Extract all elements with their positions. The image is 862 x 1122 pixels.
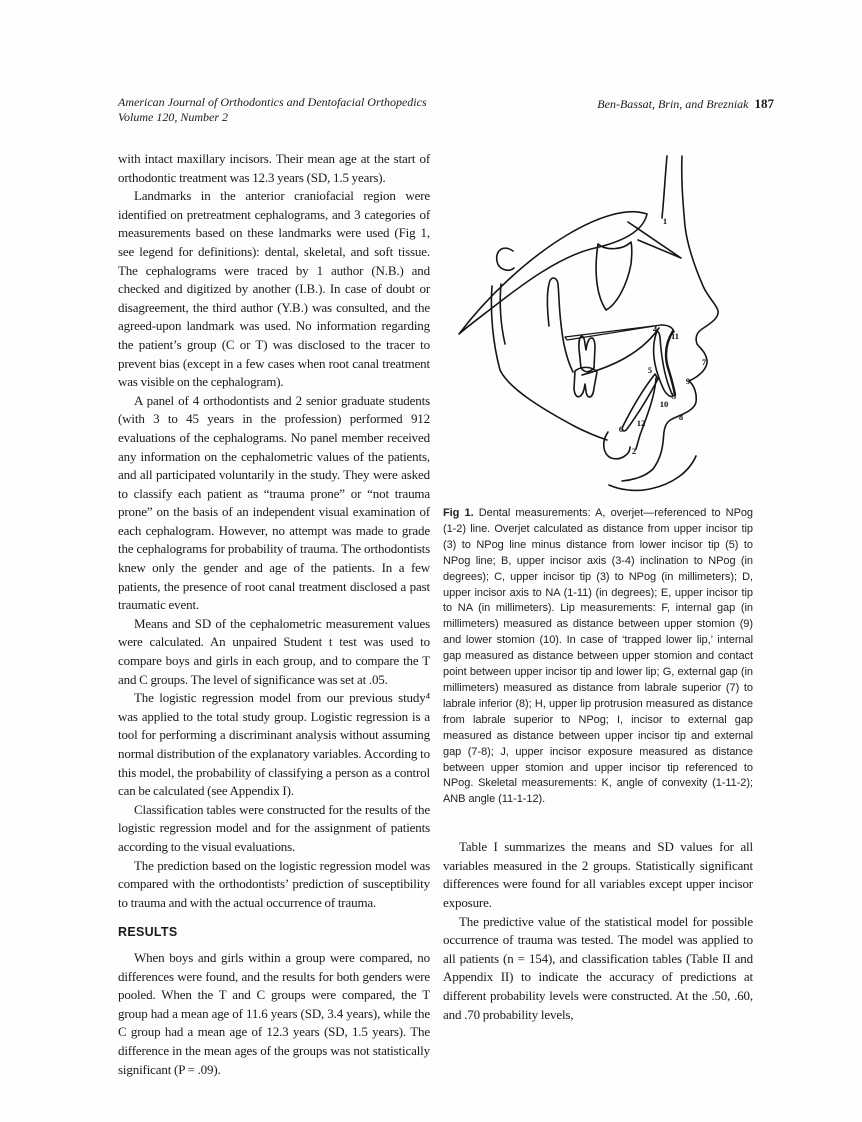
figure-1 xyxy=(443,148,753,500)
landmark-label-10: 10 xyxy=(659,398,669,409)
throat-line-path xyxy=(609,456,696,490)
body-paragraph: When boys and girls within a group were compared, no differences were found, and the results for both genders were pooled. When the T and C groups were compared, the T group had a mean age of 11.6 years (SD, 3.4 years), while the C group had a mean age of 12.3 years (SD, 1.5 years). The difference in the mean ages of the groups was not statistically significant (P = .09). xyxy=(118,949,430,1077)
nasal-bone-path xyxy=(628,222,681,258)
landmark-label-12: 12 xyxy=(636,417,646,428)
cranial-base-path xyxy=(459,212,647,334)
page-number: 187 xyxy=(754,96,774,111)
ramus-inner-line-path xyxy=(500,284,505,344)
left-column xyxy=(118,150,430,1079)
symphysis-path xyxy=(604,432,630,459)
soft-tissue-profile-path xyxy=(622,156,718,481)
landmark-label-8: 8 xyxy=(678,411,684,422)
mandible-border-path xyxy=(491,286,607,440)
body-paragraph: The logistic regression model from our previous study⁴ was applied to the total study group. Logistic regression is a tool for performing a discriminant analysis without assuming normal distribution of the explanatory variables. According to this model, the probability of classifying a person as a control can be calculated (see Appendix I). xyxy=(118,690,430,799)
landmark-label-2: 2 xyxy=(631,445,637,456)
upper-incisor-path xyxy=(654,332,673,397)
pterygoid-fissure-path xyxy=(596,242,632,310)
figure-caption xyxy=(443,506,753,808)
figure-caption-label: Fig 1. xyxy=(443,507,474,519)
cephalometric-tracing xyxy=(445,148,760,500)
body-paragraph: The predictive value of the statistical model for possible occurrence of trauma was tested. The model was applied to all patients (n = 154), and classification tables (Table II and Appendix II) to indicate the accuracy of predictions at different probability levels were constructed. At the .50, .60, and .70 probability levels, xyxy=(443,913,753,1022)
landmark-label-9: 9 xyxy=(685,375,691,386)
landmark-label-3: 3 xyxy=(671,390,677,401)
journal-issue: Volume 120, Number 2 xyxy=(118,109,228,124)
body-paragraph: with intact maxillary incisors. Their mean age at the start of orthodontic treatment was 12.3 years (SD, 1.5 years). xyxy=(118,151,430,185)
body-paragraph: Landmarks in the anterior craniofacial region were identified on pretreatment cephalograms, and 3 categories of measurements based on these landmarks were used (Fig 1, see legend for definitions): dental, skeletal, and soft tissue. The cephalograms were traced by 1 author (N.B.) and checked and digitized by another (I.B.). In case of doubt or disagreement, the third author (Y.B.) was consulted, and the agreed-upon landmark was used. No information regarding the patient’s group (C or T) was disclosed to the tracer to prevent bias (except in a few cases when root canal treatment was visible on the cephalogram). xyxy=(118,188,430,390)
landmark-label-5: 5 xyxy=(647,364,653,375)
body-paragraph: Means and SD of the cephalometric measurement values were calculated. An unpaired Student t test was used to compare boys and girls in each group, and to compare the T and C groups. The level of significance was set at .05. xyxy=(118,615,430,687)
body-paragraph: A panel of 4 orthodontists and 2 senior graduate students (with 3 to 45 years in the profession) performed 912 evaluations of the cephalograms. No panel member received any information on the cephalometric values of the patients, and all participated voluntarily in the study. They were asked to classify each patient as “trauma prone” or “not trauma prone” on the basis of an independent visual examination of each cephalogram. However, no attempt was made to grade the cephalograms for probability of trauma. The orthodontists knew only the gender and age of the patients. In a few patients, the presence of root canal treatment disclosed a past traumatic event. xyxy=(118,392,430,613)
figure-landmarks xyxy=(445,148,760,500)
right-column xyxy=(443,148,753,1024)
running-header-right xyxy=(434,96,774,112)
landmark-label-1: 1 xyxy=(662,215,668,226)
landmark-label-7: 7 xyxy=(701,356,707,367)
running-authors: Ben-Bassat, Brin, and Brezniak xyxy=(597,97,749,111)
right-column-body xyxy=(443,838,753,1024)
body-paragraph: The prediction based on the logistic regression model was compared with the orthodontists’ prediction of susceptibility to trauma and with the actual occurrence of trauma. xyxy=(118,857,430,910)
sella-turcica-path xyxy=(497,248,514,270)
results-heading: RESULTS xyxy=(118,925,178,940)
landmark-label-11: 11 xyxy=(670,330,680,341)
landmark-label-4: 4 xyxy=(652,323,658,334)
condyle-path xyxy=(548,278,562,326)
coronoid-path xyxy=(561,324,573,372)
landmark-label-6: 6 xyxy=(618,423,624,434)
body-paragraph: Table I summarizes the means and SD values for all variables measured in the 2 groups. Statistically significant differences were found for all variables except upper incisor exposure. xyxy=(443,839,753,910)
body-paragraph: Classification tables were constructed for the results of the logistic regression model and for the assignment of patients according to the visual evaluations. xyxy=(118,801,430,854)
figure-caption-text: Dental measurements: A, overjet—referenced to NPog (1-2) line. Overjet calculated as distance from upper incisor tip (3) to NPog line minus distance from lower incisor tip (5) to NPog line; B, upper incisor axis (3-4) inclination to NPog (in degrees); C, upper incisor tip (3) to NPog (in millimeters); D, upper incisor axis to NA (1-11) (in degrees); E, upper incisor tip to NA (in millimeters). Lip measurements: F, internal gap (in millimeters) measured as distance between upper stomion (9) and lower stomion (10). In case of ‘trapped lower lip,’ internal gap measured as distance between upper stomion and contact point between upper incisor tip and lower lip; G, external gap (in millimeters) measured as distance from labrale superior (7) to labrale inferior (8); H, upper lip protrusion measured as distance from labrale superior to NPog; I, incisor to external gap measured as distance between upper incisor tip and external gap (7-8); J, upper incisor exposure measured as distance between upper stomion and upper incisor tip referenced to NPog. Skeletal measurements: K, angle of convexity (1-11-2); ANB angle (11-1-12). xyxy=(443,507,753,806)
frontal-bone-path xyxy=(662,156,667,218)
upper-molar-path xyxy=(579,336,595,372)
journal-title: American Journal of Orthodontics and Dentofacial Orthopedics xyxy=(118,95,427,109)
